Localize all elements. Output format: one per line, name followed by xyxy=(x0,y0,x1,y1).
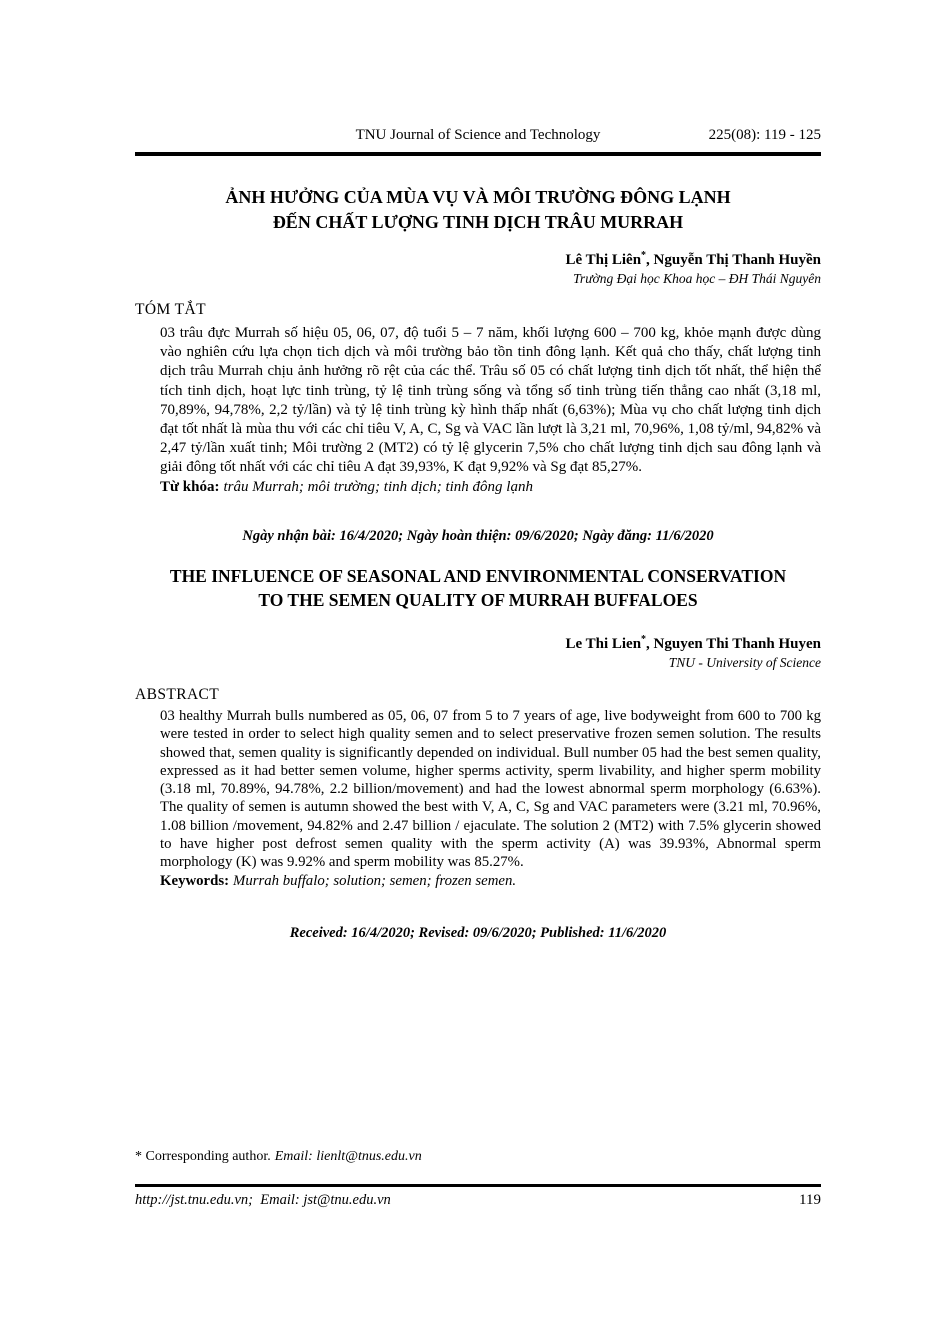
footer-journal-contact: http://jst.tnu.edu.vn; Email: jst@tnu.edu.vn xyxy=(135,1192,391,1208)
en-author-name: Le Thi Lien xyxy=(565,636,642,652)
vi-corresponding-asterisk: * xyxy=(641,250,647,261)
en-author-rest: , Nguyen Thi Thanh Huyen xyxy=(646,636,821,652)
footnote-label: * Corresponding author. xyxy=(135,1149,271,1164)
vi-dates-line: Ngày nhận bài: 16/4/2020; Ngày hoàn thiện: 09/6/2020; Ngày đăng: 11/6/2020 xyxy=(242,528,714,544)
en-abstract-block xyxy=(135,707,821,890)
vi-title-line1: ẢNH HƯỞNG CỦA MÙA VỤ VÀ MÔI TRƯỜNG ĐÔNG LẠNH xyxy=(225,187,731,207)
vi-abstract-block xyxy=(135,324,821,497)
en-keywords-line xyxy=(160,872,821,890)
issue-citation: 225(08): 119 - 125 xyxy=(708,127,821,143)
vi-affiliation: Trường Đại học Khoa học – ĐH Thái Nguyên xyxy=(573,271,821,286)
journal-name: TNU Journal of Science and Technology xyxy=(355,127,601,143)
vi-abstract-text: 03 trâu đực Murrah số hiệu 05, 06, 07, độ tuổi 5 – 7 năm, khối lượng 600 – 700 kg, khỏe mạnh được dùng vào nghiên cứu lựa chọn tich dịch và môi trường bảo tồn tinh đông lạnh. Kết quả cho thấy, chất lượng tinh dịch trâu Murrah chịu ảnh hưởng rõ rệt của các thể. Trâu số 05 có chất lượng tinh dịch tốt nhất, thể hiện thể tích tinh dịch, hoạt lực tinh trùng, tỷ lệ tinh trùng sống và tổng số tinh trùng tiến thẳng cao nhất (3,18 ml, 70,89%, 94,78%, 2,2 tỷ/lần) và tỷ lệ tinh trùng kỳ hình thấp nhất (6,63%); Mùa vụ cho chất lượng tinh dịch đạt tốt nhất là mùa thu với các chỉ tiêu V, A, C, Sg và VAC lần lượt là 3,21 ml, 70,96%, 1,08 tỷ/ml, 94,82% và 2,47 tỷ/lần xuất tinh; Môi trường 2 (MT2) có tỷ lệ glycerin 7,5% cho chất lượng tinh dịch sau đông lạnh và giải đông tốt nhất với các chỉ tiêu A đạt 39,93%, K đạt 9,92% và Sg đạt 85,27%. xyxy=(160,325,821,476)
en-keywords-label: Keywords: xyxy=(160,872,230,889)
vi-keywords-label: Từ khóa: xyxy=(160,478,220,495)
en-abstract-heading: ABSTRACT xyxy=(135,686,220,703)
footnote-email: Email: lienlt@tnus.edu.vn xyxy=(274,1149,422,1164)
en-title-line1: THE INFLUENCE OF SEASONAL AND ENVIRONMENTAL CONSERVATION xyxy=(169,566,787,586)
en-dates-line: Received: 16/4/2020; Revised: 09/6/2020; Published: 11/6/2020 xyxy=(289,925,667,941)
corresponding-author-footnote xyxy=(135,1149,821,1165)
vi-abstract-heading: TÓM TẮT xyxy=(135,301,206,318)
vi-authors-block xyxy=(135,246,821,287)
vi-article-title xyxy=(135,185,821,235)
footer xyxy=(135,1192,821,1214)
en-affiliation: TNU - University of Science xyxy=(668,655,821,670)
page-number: 119 xyxy=(799,1192,821,1208)
en-authors-block xyxy=(135,630,821,671)
vi-keywords-text: trâu Murrah; môi trường; tinh dịch; tinh đông lạnh xyxy=(223,478,533,495)
header-divider xyxy=(135,152,821,156)
en-title-line2: TO THE SEMEN QUALITY OF MURRAH BUFFALOES xyxy=(258,590,698,610)
en-keywords-text: Murrah buffalo; solution; semen; frozen semen. xyxy=(233,872,517,889)
vi-author-rest: , Nguyễn Thị Thanh Huyền xyxy=(646,252,821,268)
en-abstract-text: 03 healthy Murrah bulls numbered as 05, 06, 07 from 5 to 7 years of age, live bodyweight from 600 to 700 kg were tested in order to select high quality semen and to select preservative frozen semen solution. The results showed that, semen quality is significantly depended on individual. Bull number 05 had the best semen quality, expressed as it had better semen volume, higher sperms activity, sperm livability, and higher sperm mobility (3.18 ml, 70.89%, 94.78%, 2.2 billion/movement) and had the lowest abnormal sperm morphology (6.63%). The quality of semen is autumn showed the best with V, A, C, Sg and VAC parameters were (3.21 ml, 70.96%, 1.08 billion /movement, 94.82% and 2.47 billion / ejaculate. The solution 2 (MT2) with 7.5% glycerin showed to have higher post defrost semen quality with the sperm activity (A) was 39.93%, Abnormal sperm morphology (K) was 9.92% and sperm mobility was 85.27%. xyxy=(160,708,821,871)
footer-divider xyxy=(135,1184,821,1187)
en-article-title xyxy=(135,564,821,612)
running-head xyxy=(135,127,821,149)
vi-authors-line xyxy=(135,246,821,270)
en-corresponding-asterisk: * xyxy=(641,634,647,645)
vi-title-line2: ĐẾN CHẤT LƯỢNG TINH DỊCH TRÂU MURRAH xyxy=(272,212,684,232)
vi-author-name: Lê Thị Liên xyxy=(565,252,642,268)
en-authors-line xyxy=(135,630,821,654)
vi-keywords-line xyxy=(160,478,821,497)
